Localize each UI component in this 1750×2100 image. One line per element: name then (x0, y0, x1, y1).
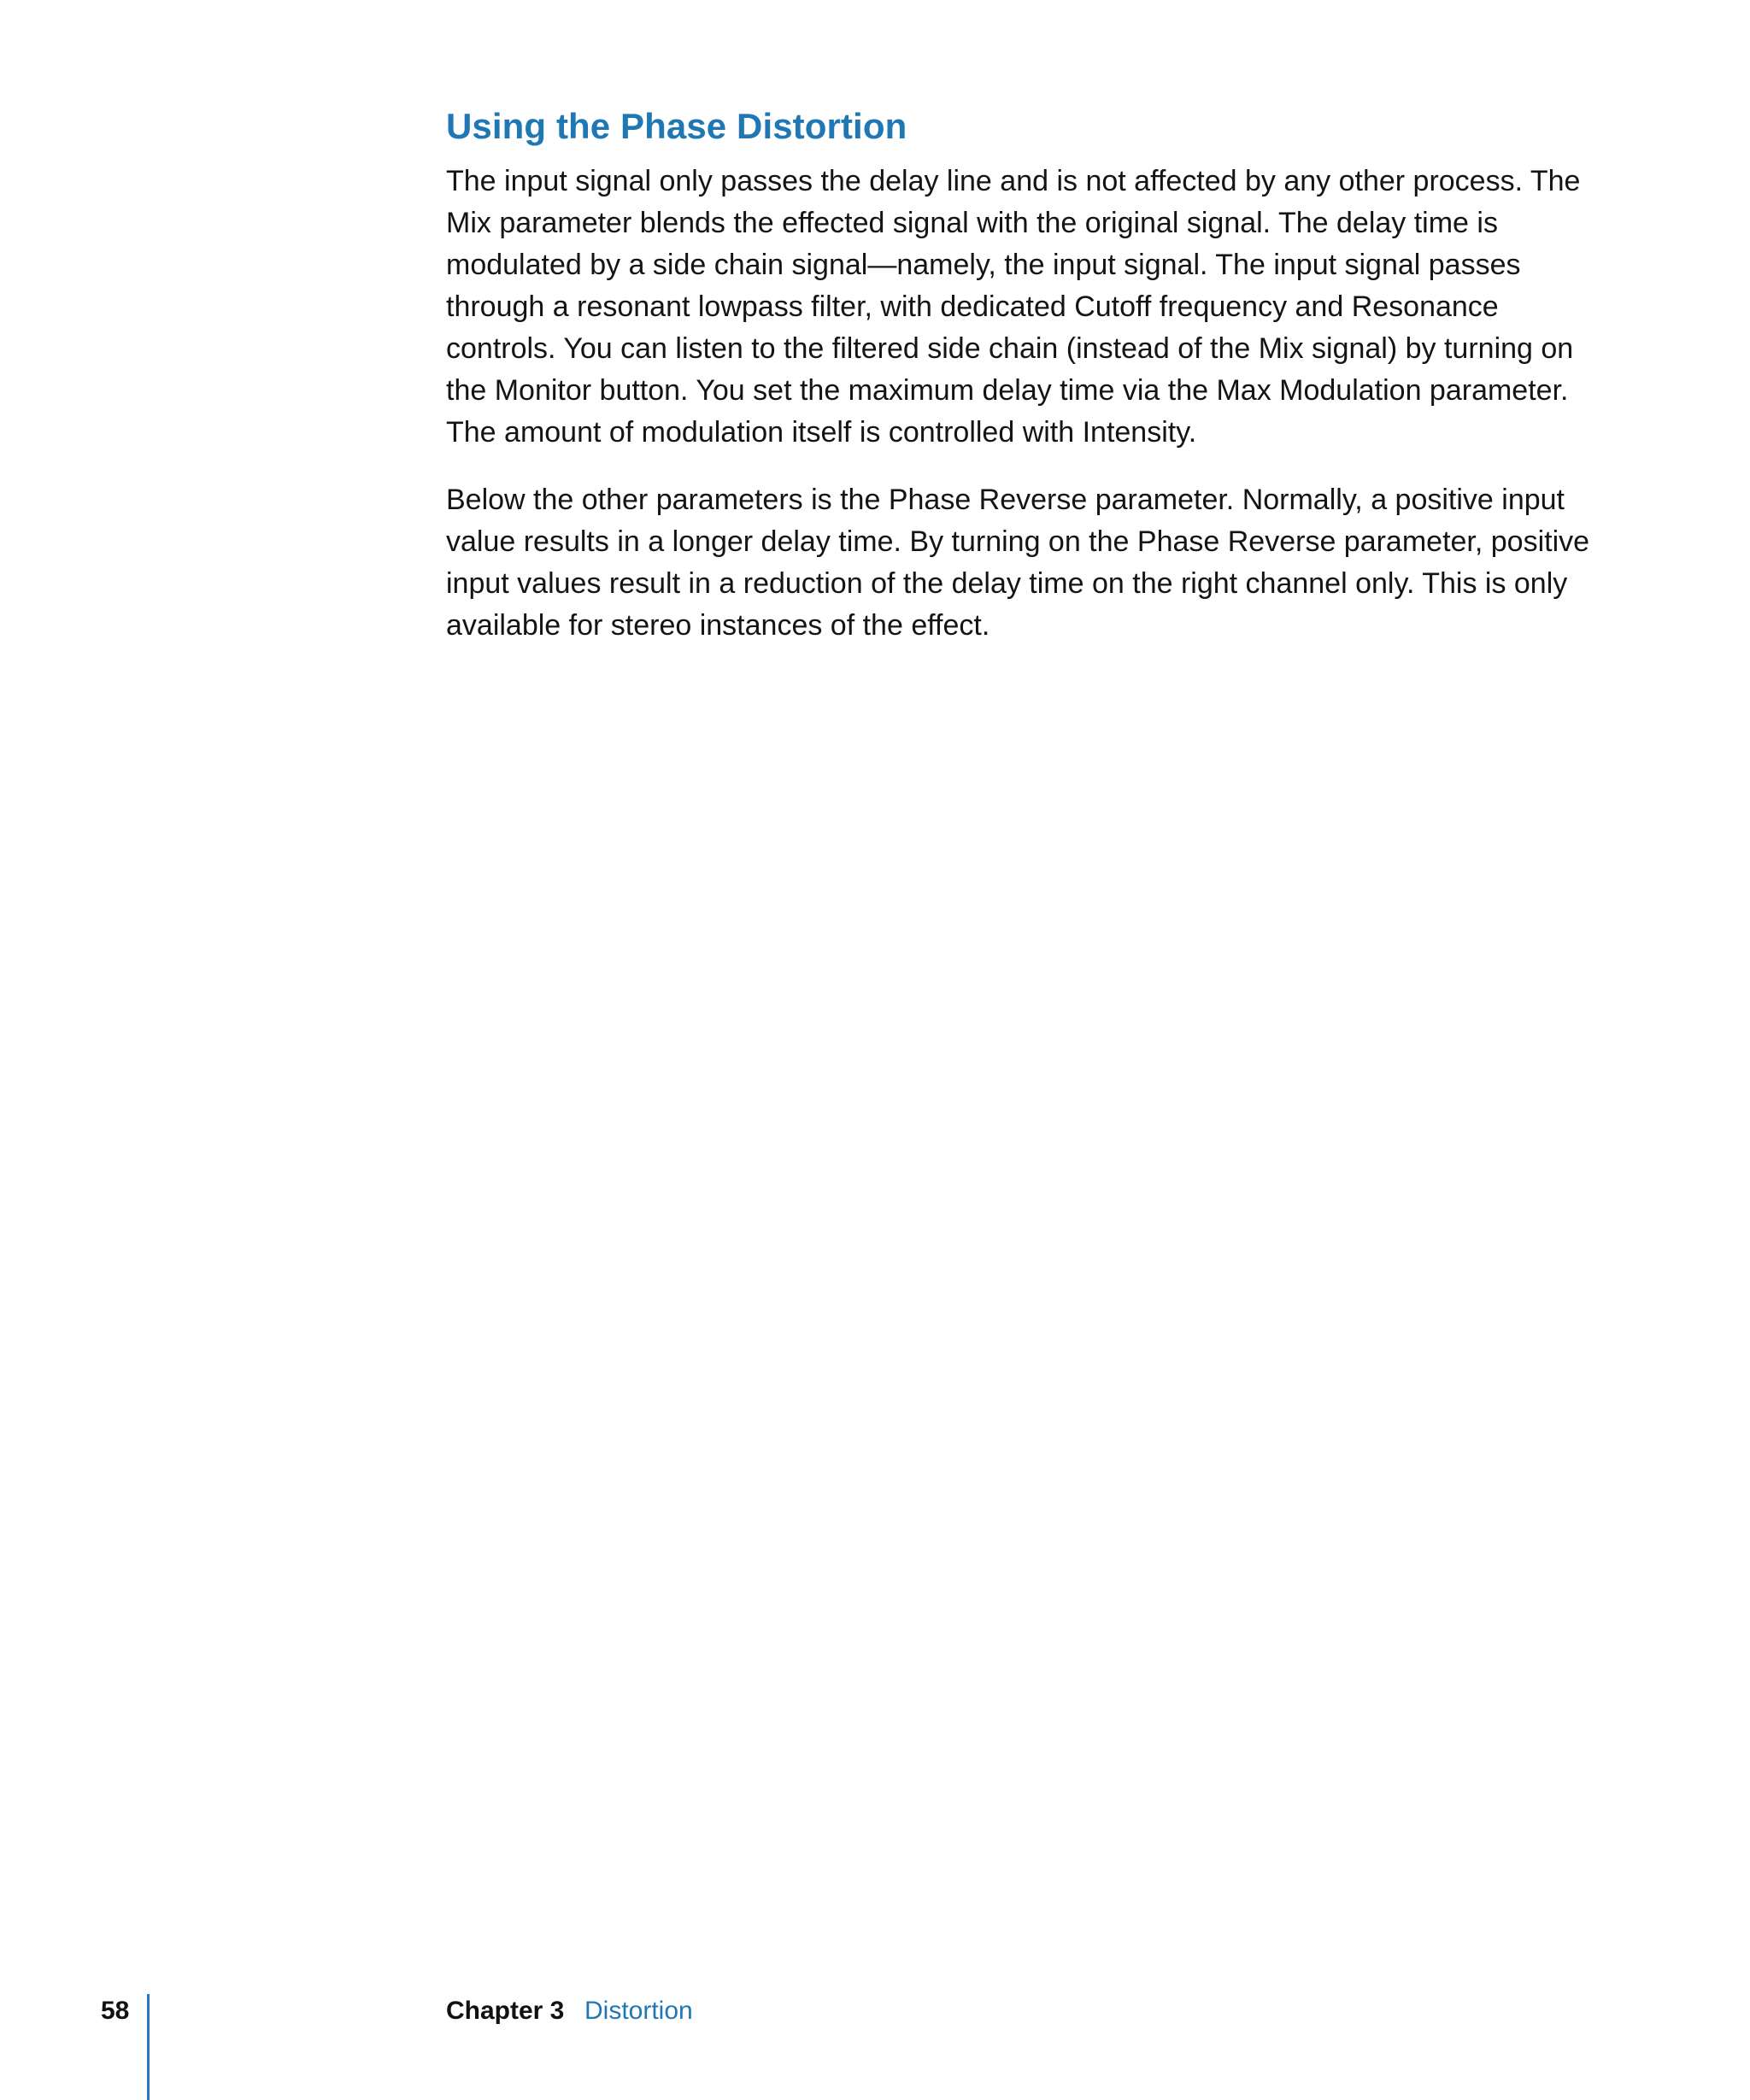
chapter-name: Distortion (584, 1997, 693, 2025)
main-content (446, 104, 1600, 672)
chapter-label: Chapter 3 (446, 1997, 565, 2025)
page-footer (0, 1994, 1750, 2100)
page-number: 58 (101, 1997, 130, 2025)
section-title: Using the Phase Distortion (446, 106, 907, 146)
footer-divider (147, 1994, 150, 2100)
paragraph-1: The input signal only passes the delay line and is not affected by any other process. The Mix parameter blends the effected signal with the original signal. The delay time is modulated by a side chain signal—namely, the input signal. The input signal passes through a resonant lowpass filter, with dedicated Cutoff frequency and Resonance controls. You can listen to the filtered side chain (instead of the Mix signal) by turning on the Monitor button. You set the maximum delay time via the Max Modulation parameter. The amount of modulation itself is controlled with Intensity. (446, 165, 1581, 449)
paragraph-2: Below the other parameters is the Phase Reverse parameter. Normally, a positive input value results in a longer delay time. By turning on the Phase Reverse parameter, positive input values result in a reduction of the delay time on the right channel only. This is only available for stereo instances of the effect. (446, 484, 1590, 642)
